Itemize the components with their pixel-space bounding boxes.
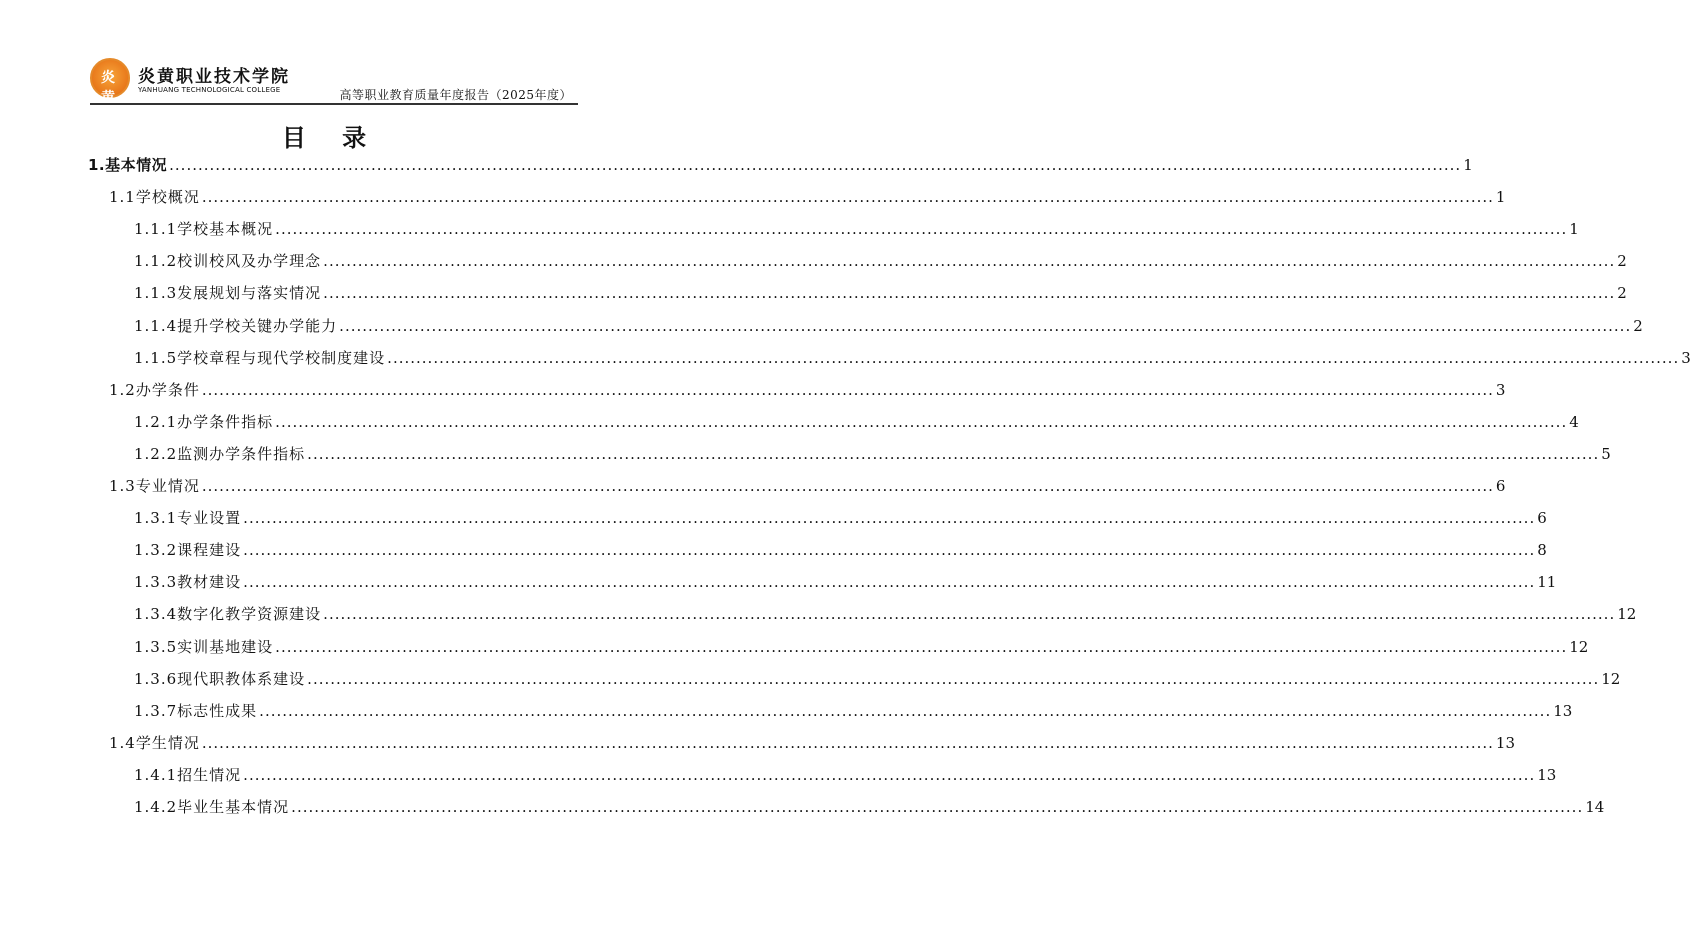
- toc-entry[interactable]: [134, 700, 1573, 726]
- toc-leader-dots: ................................................................................................................................................................................................................................: [275, 412, 1568, 431]
- toc-entry-page: 12: [1601, 669, 1621, 688]
- toc-entry-label: 1.2.2监测办学条件指标: [134, 444, 306, 463]
- toc-entry-page: 12: [1617, 605, 1637, 624]
- logo-text: 炎黄: [101, 70, 115, 106]
- toc-entry-page: 4: [1569, 412, 1579, 431]
- toc-entry-page: 14: [1585, 798, 1605, 816]
- toc-leader-dots: ................................................................................................................................................................................................................................: [323, 605, 1616, 624]
- header-divider: [90, 103, 578, 105]
- toc-entry[interactable]: [134, 507, 1547, 533]
- toc-entry[interactable]: [134, 347, 1691, 373]
- toc-entry-page: 2: [1617, 284, 1627, 303]
- toc-entry-label: 1.3专业情况: [109, 477, 200, 495]
- toc-leader-dots: ................................................................................................................................................................................................................................: [169, 156, 1462, 174]
- toc-entry-label: 1.1.4提升学校关键办学能力: [134, 316, 338, 335]
- toc-entry[interactable]: [134, 282, 1627, 308]
- toc-leader-dots: ................................................................................................................................................................................................................................: [243, 509, 1536, 528]
- toc-leader-dots: ................................................................................................................................................................................................................................: [201, 188, 1494, 207]
- toc-entry-page: 13: [1553, 701, 1573, 720]
- toc-entry-label: 1.4.2毕业生基本情况: [134, 798, 290, 816]
- toc-leader-dots: ................................................................................................................................................................................................................................: [201, 380, 1494, 399]
- toc-entry-label: 1.3.1专业设置: [134, 509, 242, 528]
- college-logo: [90, 58, 130, 106]
- toc-entry-label: 1.基本情况: [88, 156, 168, 174]
- toc-entry-label: 1.2办学条件: [109, 380, 200, 399]
- toc-entry[interactable]: [134, 571, 1557, 597]
- toc-entry-page: 13: [1537, 765, 1557, 784]
- toc-entry-label: 1.3.4数字化教学资源建设: [134, 605, 322, 624]
- toc-entry-page: 1: [1463, 156, 1473, 174]
- toc-entry-label: 1.1.5学校章程与现代学校制度建设: [134, 348, 386, 367]
- toc-leader-dots: ................................................................................................................................................................................................................................: [201, 477, 1494, 495]
- toc-leader-dots: ................................................................................................................................................................................................................................: [275, 220, 1568, 239]
- toc-entry-page: 12: [1569, 637, 1589, 656]
- toc-entry[interactable]: [109, 379, 1506, 405]
- toc-entry[interactable]: [109, 475, 1506, 501]
- toc-entry-label: 1.4学生情况: [109, 733, 200, 752]
- toc-leader-dots: ................................................................................................................................................................................................................................: [243, 573, 1536, 592]
- toc-entry[interactable]: [134, 443, 1611, 469]
- college-name: 炎黄职业技术学院: [138, 67, 290, 87]
- toc-entry-page: 2: [1617, 252, 1627, 271]
- college-name-english: YANHUANG TECHNOLOGICAL COLLEGE: [138, 86, 281, 94]
- toc-entry-label: 1.3.5实训基地建设: [134, 637, 274, 656]
- report-title: 高等职业教育质量年度报告（2025年度）: [339, 88, 572, 102]
- toc-entry[interactable]: [109, 186, 1506, 212]
- toc-title: 目 录: [281, 124, 381, 152]
- toc-entry-page: 6: [1495, 477, 1506, 495]
- toc-leader-dots: ................................................................................................................................................................................................................................: [323, 284, 1616, 303]
- toc-entry-page: 11: [1537, 573, 1557, 592]
- toc-entry[interactable]: [134, 668, 1621, 694]
- toc-entry[interactable]: [88, 154, 1473, 180]
- toc-entry[interactable]: [134, 636, 1589, 662]
- toc-leader-dots: ................................................................................................................................................................................................................................: [275, 637, 1568, 656]
- toc-entry-label: 1.1.2校训校风及办学理念: [134, 252, 322, 271]
- toc-entry-label: 1.3.6现代职教体系建设: [134, 669, 306, 688]
- toc-entry[interactable]: [134, 539, 1547, 565]
- toc-leader-dots: ................................................................................................................................................................................................................................: [387, 348, 1680, 367]
- toc-entry-page: 3: [1681, 348, 1691, 367]
- toc-entry[interactable]: [109, 732, 1515, 758]
- toc-entry-page: 2: [1633, 316, 1643, 335]
- toc-entry[interactable]: [134, 411, 1579, 437]
- toc-entry[interactable]: [134, 250, 1627, 276]
- toc-leader-dots: ................................................................................................................................................................................................................................: [323, 252, 1616, 271]
- toc-leader-dots: ................................................................................................................................................................................................................................: [243, 541, 1536, 560]
- toc-entry-label: 1.3.7标志性成果: [134, 701, 258, 720]
- toc-leader-dots: ................................................................................................................................................................................................................................: [307, 444, 1600, 463]
- toc-entry-page: 5: [1601, 444, 1611, 463]
- toc-entry-label: 1.1学校概况: [109, 188, 200, 207]
- toc-leader-dots: ................................................................................................................................................................................................................................: [259, 701, 1552, 720]
- toc-entry[interactable]: [134, 315, 1643, 341]
- toc-entry-label: 1.4.1招生情况: [134, 765, 242, 784]
- toc-leader-dots: ................................................................................................................................................................................................................................: [291, 798, 1584, 816]
- toc-entry-page: 1: [1495, 188, 1506, 207]
- toc-leader-dots: ................................................................................................................................................................................................................................: [307, 669, 1600, 688]
- toc-leader-dots: ................................................................................................................................................................................................................................: [243, 765, 1536, 784]
- toc-entry-label: 1.1.1学校基本概况: [134, 220, 274, 239]
- toc-entry-page: 6: [1537, 509, 1547, 528]
- toc-entry-page: 1: [1569, 220, 1579, 239]
- toc-entry-label: 1.3.3教材建设: [134, 573, 242, 592]
- toc-leader-dots: ................................................................................................................................................................................................................................: [201, 733, 1494, 752]
- page-header: [90, 56, 578, 104]
- toc-entry-label: 1.2.1办学条件指标: [134, 412, 274, 431]
- toc-entry-page: 8: [1537, 541, 1547, 560]
- toc-entry[interactable]: [134, 764, 1557, 790]
- toc-entry[interactable]: [134, 603, 1637, 629]
- toc-leader-dots: ................................................................................................................................................................................................................................: [339, 316, 1632, 335]
- toc-entry[interactable]: [134, 796, 1605, 822]
- toc-entry-page: 3: [1495, 380, 1506, 399]
- toc-entry-label: 1.1.3发展规划与落实情况: [134, 284, 322, 303]
- toc-entry-label: 1.3.2课程建设: [134, 541, 242, 560]
- toc-entry-page: 13: [1495, 733, 1515, 752]
- toc-entry[interactable]: [134, 218, 1579, 244]
